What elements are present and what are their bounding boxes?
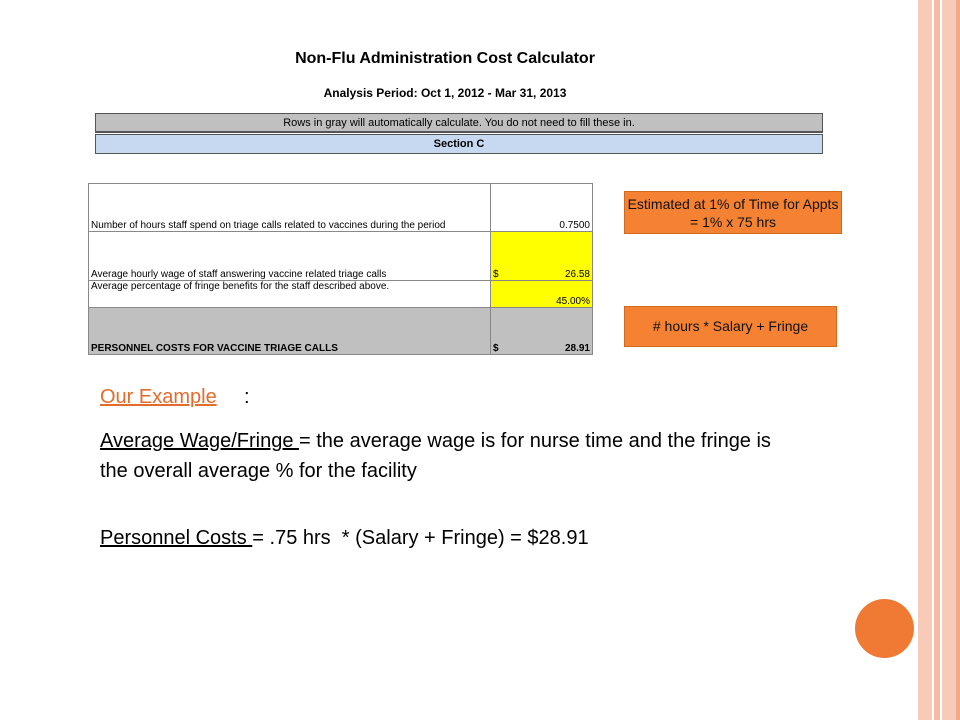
formula-callout: # hours * Salary + Fringe — [624, 306, 837, 347]
page-title: Non-Flu Administration Cost Calculator — [295, 50, 595, 67]
row-label-wage: Average hourly wage of staff answering vaccine related triage calls — [89, 232, 491, 281]
gray-rows-notice: Rows in gray will automatically calculate. You do not need to fill these in. — [95, 113, 823, 133]
section-header: Section C — [95, 134, 823, 154]
currency-symbol: $ — [493, 343, 499, 354]
hours-input-cell[interactable] — [491, 184, 593, 232]
row-label-hours: Number of hours staff spend on triage calls related to vaccines during the period — [89, 184, 491, 232]
row-label-personnel-costs: PERSONNEL COSTS FOR VACCINE TRIAGE CALLS — [89, 308, 491, 355]
table-row — [89, 281, 593, 308]
wage-input-cell[interactable] — [491, 232, 593, 281]
analysis-period: Analysis Period: Oct 1, 2012 - Mar 31, 2013 — [323, 86, 567, 100]
wage-value: 26.58 — [564, 269, 590, 280]
personnel-costs-text: = .75 hrs * (Salary + Fringe) = $28.91 — [252, 527, 589, 549]
personnel-costs-value: 28.91 — [564, 343, 590, 354]
personnel-costs-formula — [100, 527, 589, 550]
wage-fringe-label: Average Wage/Fringe — [100, 430, 299, 452]
table-row — [89, 184, 593, 232]
decorative-orange-circle — [855, 599, 914, 658]
personnel-costs-label: Personnel Costs — [100, 527, 253, 549]
cost-calculator-table — [88, 183, 593, 355]
decorative-border-edge — [956, 0, 960, 720]
table-row — [89, 308, 593, 355]
our-example-link[interactable]: Our Example — [100, 386, 217, 408]
table-row — [89, 232, 593, 281]
currency-symbol: $ — [493, 269, 499, 280]
estimate-callout: Estimated at 1% of Time for Appts = 1% x 75 hrs — [624, 191, 842, 234]
example-colon: : — [244, 386, 250, 408]
decorative-border-band — [918, 0, 932, 720]
fringe-value: 45.00% — [556, 296, 590, 307]
wage-fringe-text: = the average wage is for nurse time and the fringe is the overall average % for the facility — [100, 430, 771, 482]
hours-value: 0.7500 — [559, 220, 590, 231]
personnel-costs-cell — [491, 308, 593, 355]
wage-fringe-explanation — [100, 426, 800, 486]
row-label-fringe: Average percentage of fringe benefits for the staff described above. — [89, 281, 491, 308]
fringe-input-cell[interactable] — [491, 281, 593, 308]
